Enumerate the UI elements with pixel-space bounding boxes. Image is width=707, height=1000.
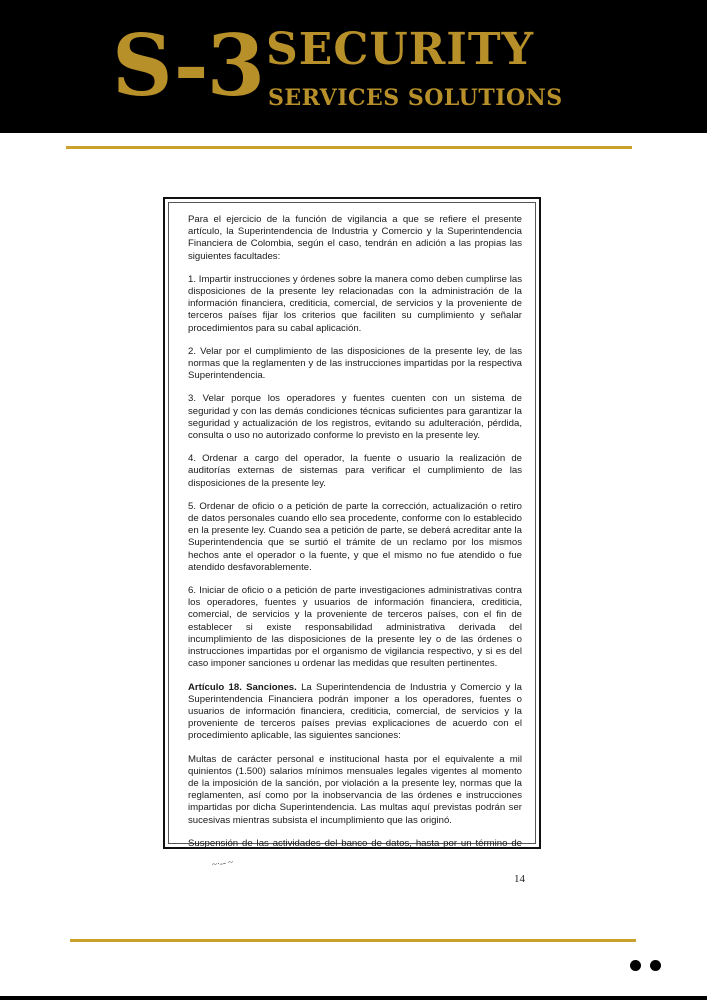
dot-icon bbox=[630, 960, 641, 971]
intro-paragraph: Para el ejercicio de la función de vigilancia a que se refiere el presente artículo, la Superintendencia de Industria y Comercio y la Superintendencia Financiera de Colombia, según el caso, tendrán en adición a las propias las siguientes facultades: bbox=[188, 214, 522, 262]
more-dots-icon[interactable] bbox=[630, 960, 664, 972]
header-banner bbox=[0, 0, 707, 133]
page-number: 14 bbox=[514, 873, 525, 885]
item-6-paragraph: 6. Iniciar de oficio o a petición de parte investigaciones administrativas contra los operadores, fuentes y usuarios de información financiera, crediticia, comercial, de servicios y la proveniente de terceros países, con el fin de establecer si existe responsabilidad administrativa derivada del incumplimiento de las disposiciones de la presente ley o de las órdenes o instrucciones impartidas por el organismo de vigilancia respectivo, y si es del caso imponer sanciones u ordenar las medidas que resulten pertinentes. bbox=[188, 585, 522, 670]
scanned-page-frame bbox=[163, 197, 541, 849]
logo-mark: S-3 bbox=[112, 16, 264, 115]
bottom-bar bbox=[0, 996, 707, 1000]
item-1-paragraph: 1. Impartir instrucciones y órdenes sobre la manera como deben cumplirse las disposiciones de la presente ley relacionadas con la administración de la información financiera, crediticia, comercial, de servicios y la proveniente de terceros países fijar los criterios que faciliten su cumplimiento y señalar procedimientos para su cabal aplicación. bbox=[188, 273, 522, 334]
suspension-paragraph: Suspensión de las actividades del banco de datos, hasta por un término de bbox=[188, 837, 522, 849]
handwritten-mark: ~·-- ~ bbox=[211, 856, 234, 870]
article-18-heading: Artículo 18. Sanciones. bbox=[188, 681, 297, 693]
top-divider bbox=[66, 146, 632, 149]
fines-paragraph: Multas de carácter personal e institucional hasta por el equivalente a mil quinientos (1.500) salarios mínimos mensuales legales vigentes al momento de la imposición de la sanción, por violación a la presente ley, normas que la reglamenten, así como por la inobservancia de las órdenes e instrucciones impartidas por dicha Superintendencia. Las multas aquí previstas podrán ser sucesivas mientras subsista el incumplimiento que las originó. bbox=[188, 753, 522, 826]
bottom-divider bbox=[70, 939, 636, 942]
item-3-paragraph: 3. Velar porque los operadores y fuentes cuenten con un sistema de seguridad y con las demás condiciones técnicas suficientes para garantizar la seguridad y actualización de los registros, evitando su adulteración, pérdida, consulta o uso no autorizado conforme lo previsto en la presente ley. bbox=[188, 393, 522, 442]
logo-subtitle: SERVICES SOLUTIONS bbox=[268, 85, 563, 111]
item-5-paragraph: 5. Ordenar de oficio o a petición de parte la corrección, actualización o retiro de datos personales cuando ello sea procedente, conforme con lo establecido en la presente ley. Cuando sea a petición de parte, se deberá acreditar ante la Superintendencia que se surtió el trámite de un reclamo por los mismos hechos ante el operador o la fuente, y que el mismo no fue atendido o fue atendido desfavorablemente. bbox=[188, 500, 522, 573]
article-18-body: La Superintendencia de Industria y Comercio y la Superintendencia Financiera podrán imponer a los operadores, fuentes o usuarios de información financiera, crediticia, comercial, de servicios y la proveniente de terceros países previas explicaciones de acuerdo con el procedimiento aplicable, las siguientes sanciones: bbox=[188, 681, 522, 742]
item-2-paragraph: 2. Velar por el cumplimiento de las disposiciones de la presente ley, de las normas que la reglamenten y de las instrucciones impartidas por la respectiva Superintendencia. bbox=[188, 345, 522, 382]
document-body bbox=[188, 214, 522, 849]
article-18-paragraph bbox=[188, 682, 522, 743]
item-4-paragraph: 4. Ordenar a cargo del operador, la fuente o usuario la realización de auditorías externas de sistemas para verificar el cumplimiento de las disposiciones de la presente ley. bbox=[188, 453, 522, 489]
dot-icon bbox=[650, 960, 661, 971]
logo-title: SECURITY bbox=[266, 24, 535, 75]
